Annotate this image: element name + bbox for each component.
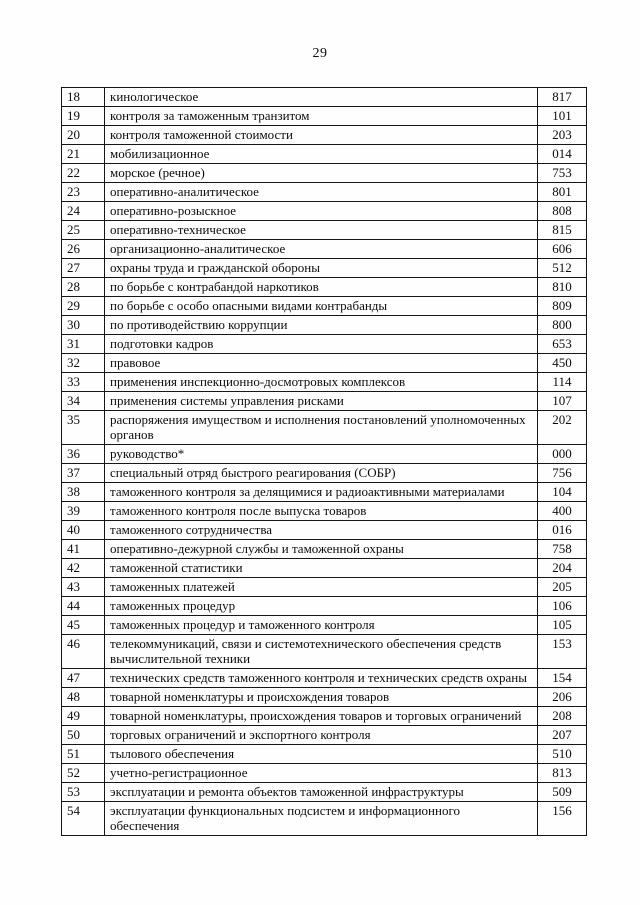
- row-number: 18: [62, 88, 105, 107]
- dept-code: 101: [538, 107, 587, 126]
- dept-code: 653: [538, 335, 587, 354]
- table-row: [62, 502, 587, 521]
- dept-name: таможенных процедур: [105, 597, 538, 616]
- table-row: [62, 392, 587, 411]
- dept-name: оперативно-аналитическое: [105, 183, 538, 202]
- dept-name: специальный отряд быстрого реагирования (СОБР): [105, 464, 538, 483]
- dept-name: по борьбе с контрабандой наркотиков: [105, 278, 538, 297]
- table-row: [62, 183, 587, 202]
- table-row: [62, 126, 587, 145]
- row-number: 20: [62, 126, 105, 145]
- table-row: [62, 145, 587, 164]
- dept-code: 208: [538, 707, 587, 726]
- table-row: [62, 669, 587, 688]
- table-row: [62, 521, 587, 540]
- row-number: 52: [62, 764, 105, 783]
- row-number: 26: [62, 240, 105, 259]
- table-row: [62, 578, 587, 597]
- row-number: 33: [62, 373, 105, 392]
- table-row: [62, 764, 587, 783]
- table-row: [62, 411, 587, 445]
- dept-name: эксплуатации и ремонта объектов таможенной инфраструктуры: [105, 783, 538, 802]
- row-number: 36: [62, 445, 105, 464]
- table-row: [62, 297, 587, 316]
- table-row: [62, 707, 587, 726]
- row-number: 21: [62, 145, 105, 164]
- dept-name: таможенных процедур и таможенного контроля: [105, 616, 538, 635]
- row-number: 24: [62, 202, 105, 221]
- dept-name: таможенного контроля за делящимися и радиоактивными материалами: [105, 483, 538, 502]
- row-number: 28: [62, 278, 105, 297]
- dept-code: 509: [538, 783, 587, 802]
- dept-name: оперативно-розыскное: [105, 202, 538, 221]
- dept-code: 156: [538, 802, 587, 836]
- dept-name: таможенной статистики: [105, 559, 538, 578]
- dept-name: кинологическое: [105, 88, 538, 107]
- row-number: 47: [62, 669, 105, 688]
- dept-name: контроля за таможенным транзитом: [105, 107, 538, 126]
- table-row: [62, 164, 587, 183]
- dept-code: 202: [538, 411, 587, 445]
- dept-code: 204: [538, 559, 587, 578]
- dept-code: 106: [538, 597, 587, 616]
- row-number: 45: [62, 616, 105, 635]
- dept-name: товарной номенклатуры и происхождения товаров: [105, 688, 538, 707]
- dept-name: торговых ограничений и экспортного контроля: [105, 726, 538, 745]
- table-row: [62, 373, 587, 392]
- table-row: [62, 802, 587, 836]
- dept-code: 206: [538, 688, 587, 707]
- table-row: [62, 726, 587, 745]
- dept-name: организационно-аналитическое: [105, 240, 538, 259]
- table-row: [62, 445, 587, 464]
- table-row: [62, 221, 587, 240]
- dept-name: применения системы управления рисками: [105, 392, 538, 411]
- row-number: 29: [62, 297, 105, 316]
- dept-code: 154: [538, 669, 587, 688]
- dept-name: товарной номенклатуры, происхождения товаров и торговых ограничений: [105, 707, 538, 726]
- row-number: 19: [62, 107, 105, 126]
- dept-code: 400: [538, 502, 587, 521]
- table-row: [62, 464, 587, 483]
- table-row: [62, 259, 587, 278]
- dept-code: 800: [538, 316, 587, 335]
- row-number: 48: [62, 688, 105, 707]
- dept-name: контроля таможенной стоимости: [105, 126, 538, 145]
- dept-code: 203: [538, 126, 587, 145]
- dept-code: 512: [538, 259, 587, 278]
- table-row: [62, 635, 587, 669]
- table-row: [62, 354, 587, 373]
- dept-code: 808: [538, 202, 587, 221]
- row-number: 25: [62, 221, 105, 240]
- dept-code: 450: [538, 354, 587, 373]
- dept-name: по борьбе с особо опасными видами контрабанды: [105, 297, 538, 316]
- dept-name: правовое: [105, 354, 538, 373]
- row-number: 22: [62, 164, 105, 183]
- dept-code: 153: [538, 635, 587, 669]
- dept-name: эксплуатации функциональных подсистем и информационного обеспечения: [105, 802, 538, 836]
- row-number: 27: [62, 259, 105, 278]
- dept-name: учетно-регистрационное: [105, 764, 538, 783]
- dept-name: тылового обеспечения: [105, 745, 538, 764]
- table-row: [62, 745, 587, 764]
- dept-code: 809: [538, 297, 587, 316]
- row-number: 37: [62, 464, 105, 483]
- dept-name: распоряжения имуществом и исполнения постановлений уполномоченных органов: [105, 411, 538, 445]
- dept-name: по противодействию коррупции: [105, 316, 538, 335]
- dept-name: применения инспекционно-досмотровых комплексов: [105, 373, 538, 392]
- dept-code: 758: [538, 540, 587, 559]
- dept-name: мобилизационное: [105, 145, 538, 164]
- dept-code: 207: [538, 726, 587, 745]
- dept-code: 000: [538, 445, 587, 464]
- dept-code: 107: [538, 392, 587, 411]
- row-number: 30: [62, 316, 105, 335]
- dept-name: охраны труда и гражданской обороны: [105, 259, 538, 278]
- table-row: [62, 597, 587, 616]
- row-number: 49: [62, 707, 105, 726]
- table-row: [62, 240, 587, 259]
- row-number: 44: [62, 597, 105, 616]
- dept-name: таможенного контроля после выпуска товаров: [105, 502, 538, 521]
- table-row: [62, 316, 587, 335]
- dept-code: 756: [538, 464, 587, 483]
- row-number: 53: [62, 783, 105, 802]
- dept-code: 753: [538, 164, 587, 183]
- dept-code: 510: [538, 745, 587, 764]
- table-row: [62, 278, 587, 297]
- dept-table-body: [62, 88, 587, 836]
- table-row: [62, 335, 587, 354]
- dept-name: технических средств таможенного контроля и технических средств охраны: [105, 669, 538, 688]
- table-row: [62, 202, 587, 221]
- table-row: [62, 540, 587, 559]
- row-number: 54: [62, 802, 105, 836]
- dept-code: 104: [538, 483, 587, 502]
- table-row: [62, 483, 587, 502]
- dept-name: морское (речное): [105, 164, 538, 183]
- dept-code: 105: [538, 616, 587, 635]
- row-number: 38: [62, 483, 105, 502]
- row-number: 42: [62, 559, 105, 578]
- row-number: 39: [62, 502, 105, 521]
- row-number: 32: [62, 354, 105, 373]
- dept-name: телекоммуникаций, связи и системотехнического обеспечения средств вычислительной техники: [105, 635, 538, 669]
- row-number: 40: [62, 521, 105, 540]
- dept-code: 205: [538, 578, 587, 597]
- table-row: [62, 88, 587, 107]
- dept-code: 815: [538, 221, 587, 240]
- dept-code: 813: [538, 764, 587, 783]
- row-number: 51: [62, 745, 105, 764]
- row-number: 43: [62, 578, 105, 597]
- page-number: 29: [312, 46, 328, 61]
- table-row: [62, 616, 587, 635]
- table-row: [62, 559, 587, 578]
- row-number: 41: [62, 540, 105, 559]
- row-number: 31: [62, 335, 105, 354]
- table-row: [62, 688, 587, 707]
- dept-name: подготовки кадров: [105, 335, 538, 354]
- dept-name: руководство*: [105, 445, 538, 464]
- dept-code: 606: [538, 240, 587, 259]
- dept-name: таможенного сотрудничества: [105, 521, 538, 540]
- dept-name: таможенных платежей: [105, 578, 538, 597]
- row-number: 50: [62, 726, 105, 745]
- table-row: [62, 107, 587, 126]
- row-number: 34: [62, 392, 105, 411]
- dept-name: оперативно-техническое: [105, 221, 538, 240]
- dept-code: 810: [538, 278, 587, 297]
- dept-code: 014: [538, 145, 587, 164]
- department-code-table: [61, 87, 587, 836]
- dept-code: 817: [538, 88, 587, 107]
- dept-code: 801: [538, 183, 587, 202]
- row-number: 46: [62, 635, 105, 669]
- row-number: 23: [62, 183, 105, 202]
- table-row: [62, 783, 587, 802]
- dept-code: 114: [538, 373, 587, 392]
- dept-name: оперативно-дежурной службы и таможенной охраны: [105, 540, 538, 559]
- row-number: 35: [62, 411, 105, 445]
- dept-code: 016: [538, 521, 587, 540]
